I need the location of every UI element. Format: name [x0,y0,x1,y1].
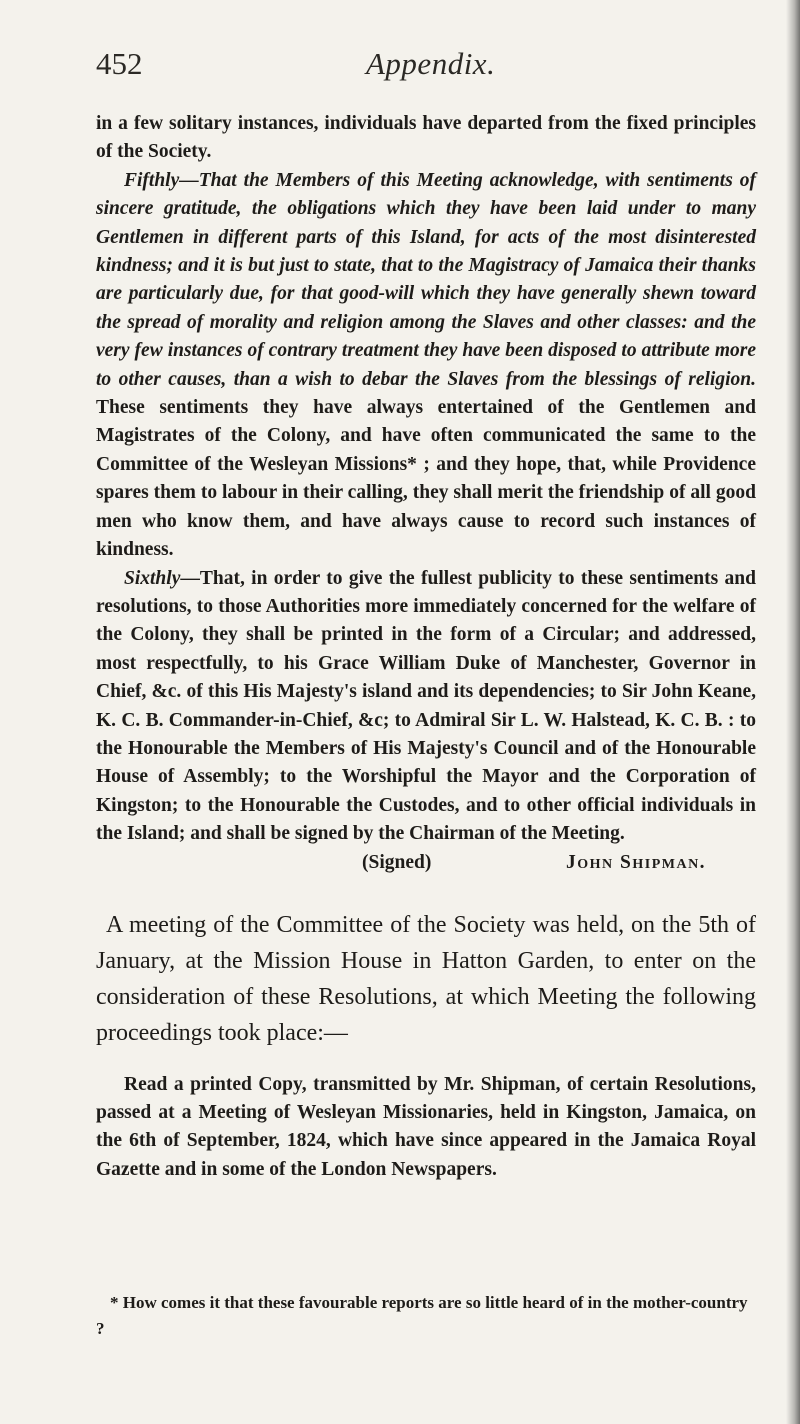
signed-label: (Signed) [362,851,432,873]
resolution-sixthly-lead: Sixthly [124,567,181,589]
page-number: 452 [96,46,143,81]
resolution-fifthly-lead: Fifthly [124,169,180,191]
footnote [96,1290,756,1342]
meeting-paragraph: A meeting of the Committee of the Society was held, on the 5th of January, at the Mission House in Hatton Garden, to enter on the consideration of these Resolutions, at which Meeting the following proceedings took place:— [96,911,756,1046]
page-header [96,46,740,90]
minute-paragraph: Read a printed Copy, transmitted by Mr. Shipman, of certain Resolutions, passed at a Meeting of Wesleyan Missionaries, held in Kingston, Jamaica, on the 6th of September, 1824, which have since appeared in the Jamaica Royal Gazette and in some of the London Newspapers. [96,1073,756,1180]
resolution-sixthly [96,565,756,849]
signature-line [96,849,756,879]
resolution-fifthly [96,167,756,565]
signatory-name: John Shipman. [566,851,707,873]
resolution-fifthly-italic: —That the Members of this Meeting acknowledge, with sentiments of sincere gratitude, the obligations which they have been laid under to many Gentlemen in different parts of this Island, for acts of the most disinterested kindness; and it is but just to state, that to the Magistracy of Jamaica their thanks are particularly due, for that good-will which they have generally shewn toward the spread of morality and religion among the Slaves and other classes: and the very few instances of contrary treatment they have been disposed to attribute more to other causes, than a wish to debar the Slaves from the blessings of religion. [96,169,756,390]
main-text [96,110,756,1184]
footnote-text: * How comes it that these favourable reports are so little heard of in the mother-country ? [96,1293,748,1338]
resolution-fifthly-roman: These sentiments they have always entertained of the Gentlemen and Magistrates of the Colony, and have often communicated the same to the Committee of the Wesleyan Missions* ; and they hope, that, while Providence spares them to labour in their calling, they shall merit the friendship of all good men who know them, and have always cause to record such instances of kindness. [96,397,756,561]
paragraph-continuation: in a few solitary instances, individuals have departed from the fixed principles of the Society. [96,113,756,163]
resolution-sixthly-text: —That, in order to give the fullest publicity to these sentiments and resolutions, to those Authorities more immediately concerned for the welfare of the Colony, they shall be printed in the form of a Circular; and addressed, most respectfully, to his Grace William Duke of Manchester, Governor in Chief, &c. of this His Majesty's island and its dependencies; to Sir John Keane, K. C. B. Commander-in-Chief, &c; to Admiral Sir L. W. Halstead, K. C. B. : to the Honourable the Members of His Majesty's Council and of the Honourable House of Assembly; to the Worshipful the Mayor and the Corporation of Kingston; to the Honourable the Custodes, and to other official individuals in the Island; and shall be signed by the Chairman of the Meeting. [96,567,756,845]
page-edge-shadow [786,0,800,1424]
running-head: Appendix. [366,46,496,81]
